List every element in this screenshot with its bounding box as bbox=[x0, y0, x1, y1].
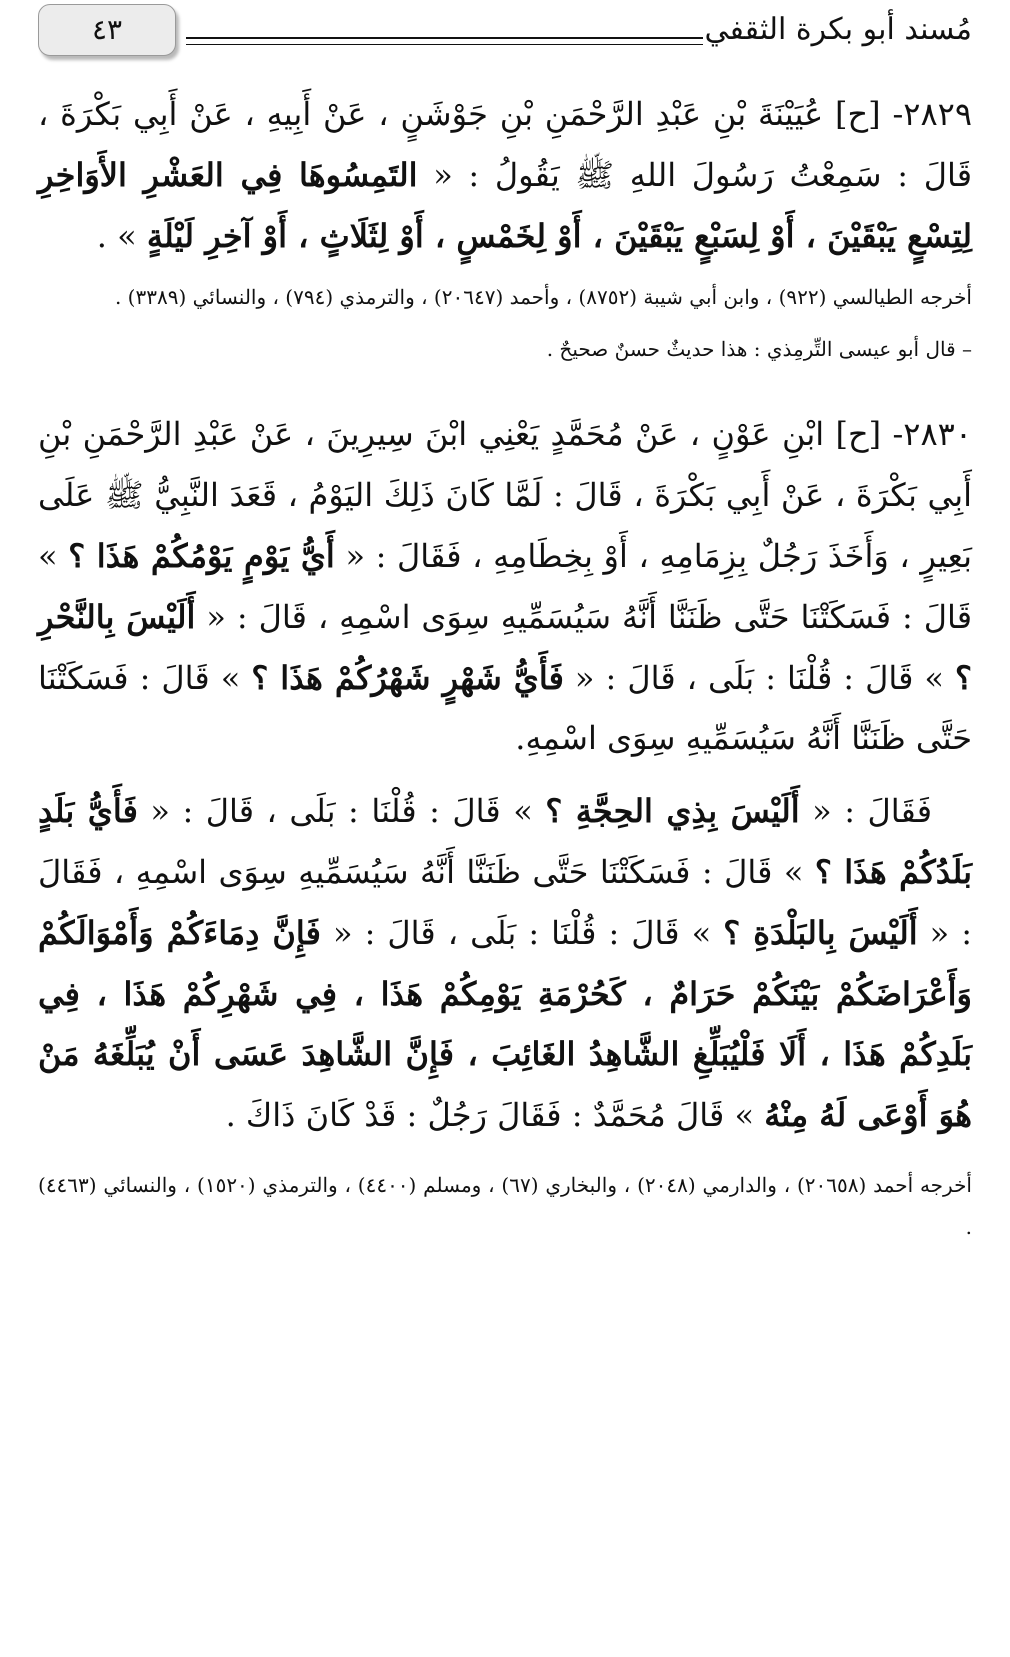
hadith-number: ٢٨٣٠ bbox=[903, 415, 973, 454]
page-number-tab bbox=[38, 4, 176, 56]
hadith-matn-bold: التَمِسُوهَا فِي العَشْرِ الأَوَاخِرِ لِتِسْعٍ يَبْقَيْنَ ، أَوْ لِسَبْعٍ يَبْقَيْنَ ، أَوْ لِخَمْسٍ ، أَوْ لِثَلَاثٍ ، أَوْ آخِرِ لَيْلَةٍ bbox=[38, 155, 972, 255]
hadith-text: » قَالَ : قُلْنَا : بَلَى ، قَالَ : « bbox=[563, 658, 956, 697]
hadith-text: - [ح] عُيَيْنَةَ بْنِ عَبْدِ الرَّحْمَنِ بْنِ جَوْشَنٍ ، عَنْ أَبِيهِ ، عَنْ أَبِي بَكْرَةَ ، قَالَ : سَمِعْتُ رَسُولَ اللهِ ﷺ يَقُولُ : « bbox=[38, 95, 973, 194]
hadith-matn-bold: أَلَيْسَ بِالبَلْدَةِ ؟ bbox=[723, 913, 918, 952]
page-body bbox=[38, 84, 972, 1248]
hadith-text: - [ح] ابْنِ عَوْنٍ ، عَنْ مُحَمَّدٍ يَعْنِي ابْنَ سِيرِينَ ، عَنْ عَبْدِ الرَّحْمَنِ بْنِ أَبِي بَكْرَةَ ، عَنْ أَبِي بَكْرَةَ ، قَالَ : لَمَّا كَانَ ذَلِكَ اليَوْمُ ، قَعَدَ النَّبِيُّ ﷺ عَلَى بَعِيرٍ ، وَأَخَذَ رَجُلٌ بِزِمَامِهِ ، أَوْ بِخِطَامِهِ ، فَقَالَ : « bbox=[38, 415, 973, 575]
page-header bbox=[0, 0, 1010, 70]
hadith-text-end: » . bbox=[96, 216, 147, 255]
hadith-matn-bold: أَيُّ يَوْمٍ يَوْمُكُمْ هَذَا ؟ bbox=[68, 536, 335, 575]
hadith-number: ٢٨٢٩ bbox=[903, 95, 973, 133]
hadith-text: » قَالَ : فَسَكَتْنَا حَتَّى ظَنَنَّا أَنَّهُ سَيُسَمِّيهِ سِوَى اسْمِهِ. bbox=[38, 658, 972, 758]
hadith-2830-part-1 bbox=[38, 404, 972, 769]
hadith-text: فَقَالَ : « bbox=[799, 792, 933, 831]
header-rule-thin bbox=[186, 44, 703, 45]
hadith-text: » قَالَ : قُلْنَا : بَلَى ، قَالَ : « bbox=[320, 913, 724, 952]
hadith-text: » قَالَ : فَسَكَتْنَا حَتَّى ظَنَنَّا أَنَّهُ سَيُسَمِّيهِ سِوَى اسْمِهِ ، فَقَالَ : « bbox=[38, 852, 973, 952]
hadith-text: » قَالَ : قُلْنَا : بَلَى ، قَالَ : « bbox=[137, 792, 546, 831]
running-title: مُسند أبو بكرة الثقفي bbox=[704, 12, 972, 47]
takhrij-2829: أخرجه الطيالسي (٩٢٢) ، وابن أبي شيبة (٨٧٥٢) ، وأحمد (٢٠٦٤٧) ، والترمذي (٧٩٤) ، والنسائي (٣٣٨٩) . bbox=[114, 285, 972, 310]
hadith-matn-bold: فَأَيُّ بَلَدٍ بَلَدُكُمْ هَذَا ؟ bbox=[38, 792, 973, 891]
hadith-2830-part-2 bbox=[38, 781, 972, 1146]
page-number: ٤٣ bbox=[91, 13, 123, 46]
hadith-matn-bold: فَأَيُّ شَهْرٍ شَهْرُكُمْ هَذَا ؟ bbox=[251, 658, 564, 697]
takhrij-2830: أخرجه أحمد (٢٠٦٥٨) ، والدارمي (٢٠٤٨) ، والبخاري (٦٧) ، ومسلم (٤٤٠٠) ، والترمذي (١٥٢٠) ، والنسائي (٤٤٦٣) . bbox=[38, 1172, 972, 1239]
tirmidhi-note: – قال أبو عيسى التِّرمِذي : هذا حديثٌ حسنٌ صحيحٌ . bbox=[546, 337, 972, 362]
hadith-matn-bold: فَإِنَّ دِمَاءَكُمْ وَأَمْوَالَكُمْ وَأَعْرَاضَكُمْ بَيْنَكُمْ حَرَامٌ ، كَحُرْمَةِ يَوْمِكُمْ هَذَا ، فِي شَهْرِكُمْ هَذَا ، فِي بَلَدِكُمْ هَذَا ، أَلَا فَلْيُبَلِّغِ الشَّاهِدُ الغَائِبَ ، فَإِنَّ الشَّاهِدَ عَسَى أَنْ يُبَلِّغَهُ مَنْ هُوَ أَوْعَى لَهُ مِنْهُ bbox=[38, 913, 972, 1135]
hadith-text: » قَالَ مُحَمَّدٌ : فَقَالَ رَجُلٌ : قَدْ كَانَ ذَاكَ . bbox=[225, 1096, 765, 1135]
hadith-text: » قَالَ : فَسَكَتْنَا حَتَّى ظَنَنَّا أَنَّهُ سَيُسَمِّيهِ سِوَى اسْمِهِ ، قَالَ : « bbox=[38, 536, 973, 636]
hadith-matn-bold: أَلَيْسَ بِالنَّحْرِ ؟ bbox=[38, 597, 973, 697]
header-rule bbox=[186, 37, 703, 39]
spacer bbox=[38, 368, 972, 404]
hadith-matn-bold: أَلَيْسَ بِذِي الحِجَّةِ ؟ bbox=[545, 792, 800, 831]
hadith-2829 bbox=[38, 84, 972, 266]
